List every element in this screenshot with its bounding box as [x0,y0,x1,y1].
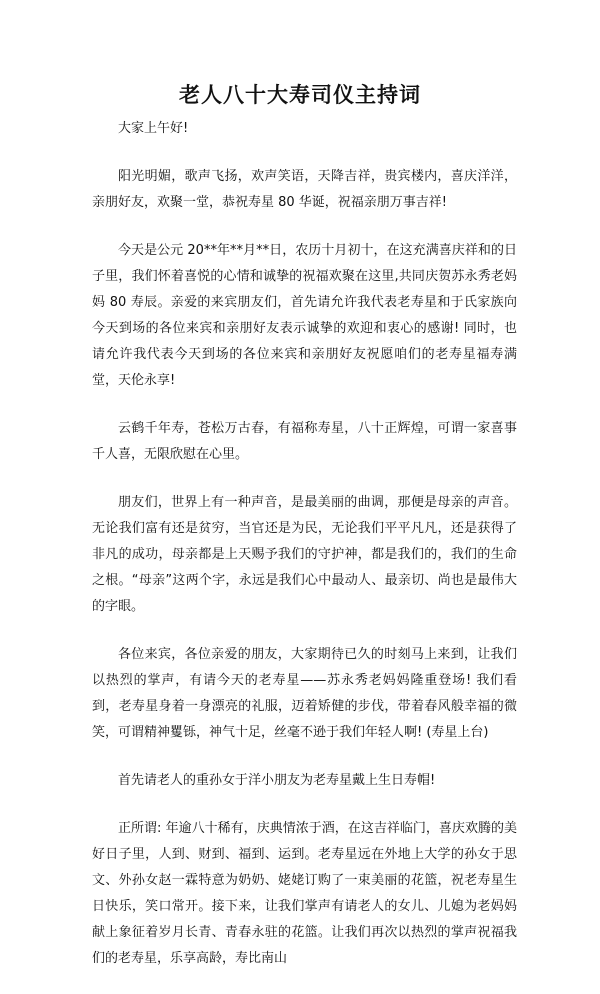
paragraph-4: 朋友们，世界上有一种声音，是最美丽的曲调，那便是母亲的声音。无论我们富有还是贫穷，当官还是为民，无论我们平平凡凡，还是获得了非凡的成功，母亲都是上天赐予我们的守护神，都是我们的，我们的生命之根。“母亲”这两个字，永远是我们心中最动人、最亲切、尚也是最伟大的字眼。 [92,495,517,614]
paragraph-5: 各位来宾，各位亲爱的朋友，大家期待已久的时刻马上来到，让我们以热烈的掌声，有请今天的老寿星——苏永秀老妈妈隆重登场! 我们看到，老寿星身着一身漂亮的礼服，迈着矫健的步伐，带着春风般幸福的微笑，可谓精神矍铄，神气十足，丝毫不逊于我们年轻人啊! (寿星上台) [92,647,517,740]
greeting-paragraph: 大家上午好! [118,121,189,136]
document-title: 老人八十大寿司仪主持词 [179,83,421,107]
paragraph-6: 首先请老人的重孙女于洋小朋友为老寿星戴上生日寿帽! [118,773,436,788]
paragraph-1: 阳光明媚，歌声飞扬，欢声笑语，天降吉祥，贵宾楼内，喜庆洋洋，亲朋好友，欢聚一堂，恭祝寿星 80 华诞，祝福亲朋万事吉祥! [92,169,517,210]
paragraph-7: 正所谓: 年逾八十稀有，庆典情浓于酒，在这吉祥临门，喜庆欢腾的美好日子里，人到、财到、福到、运到。老寿星远在外地上大学的孙女于思文、外孙女赵一霖特意为奶奶、姥姥订购了一束美丽的花篮，祝老寿星生日快乐，笑口常开。接下来，让我们掌声有请老人的女儿、儿媳为老妈妈献上象征着岁月长青、青春永驻的花篮。让我们再次以热烈的掌声祝福我们的老寿星，乐享高龄，寿比南山 [92,821,517,966]
paragraph-2: 今天是公元 20**年**月**日，农历十月初十，在这充满喜庆祥和的日子里，我们怀着喜悦的心情和诚挚的祝福欢聚在这里,共同庆贺苏永秀老妈妈 80 寿辰。亲爱的来宾朋友们，首先请允许我代表老寿星和于氏家族向今天到场的各位来宾和亲朋好友表示诚挚的欢迎和衷心的感谢! 同时，也请允许我代表今天到场的各位来宾和亲朋好友祝愿咱们的老寿星福寿满堂，天伦永享! [92,243,517,388]
document-body [92,116,517,994]
paragraph-3: 云鹤千年寿，苍松万古春，有福称寿星，八十正辉煌，可谓一家喜事千人喜，无限欣慰在心里。 [92,421,517,462]
